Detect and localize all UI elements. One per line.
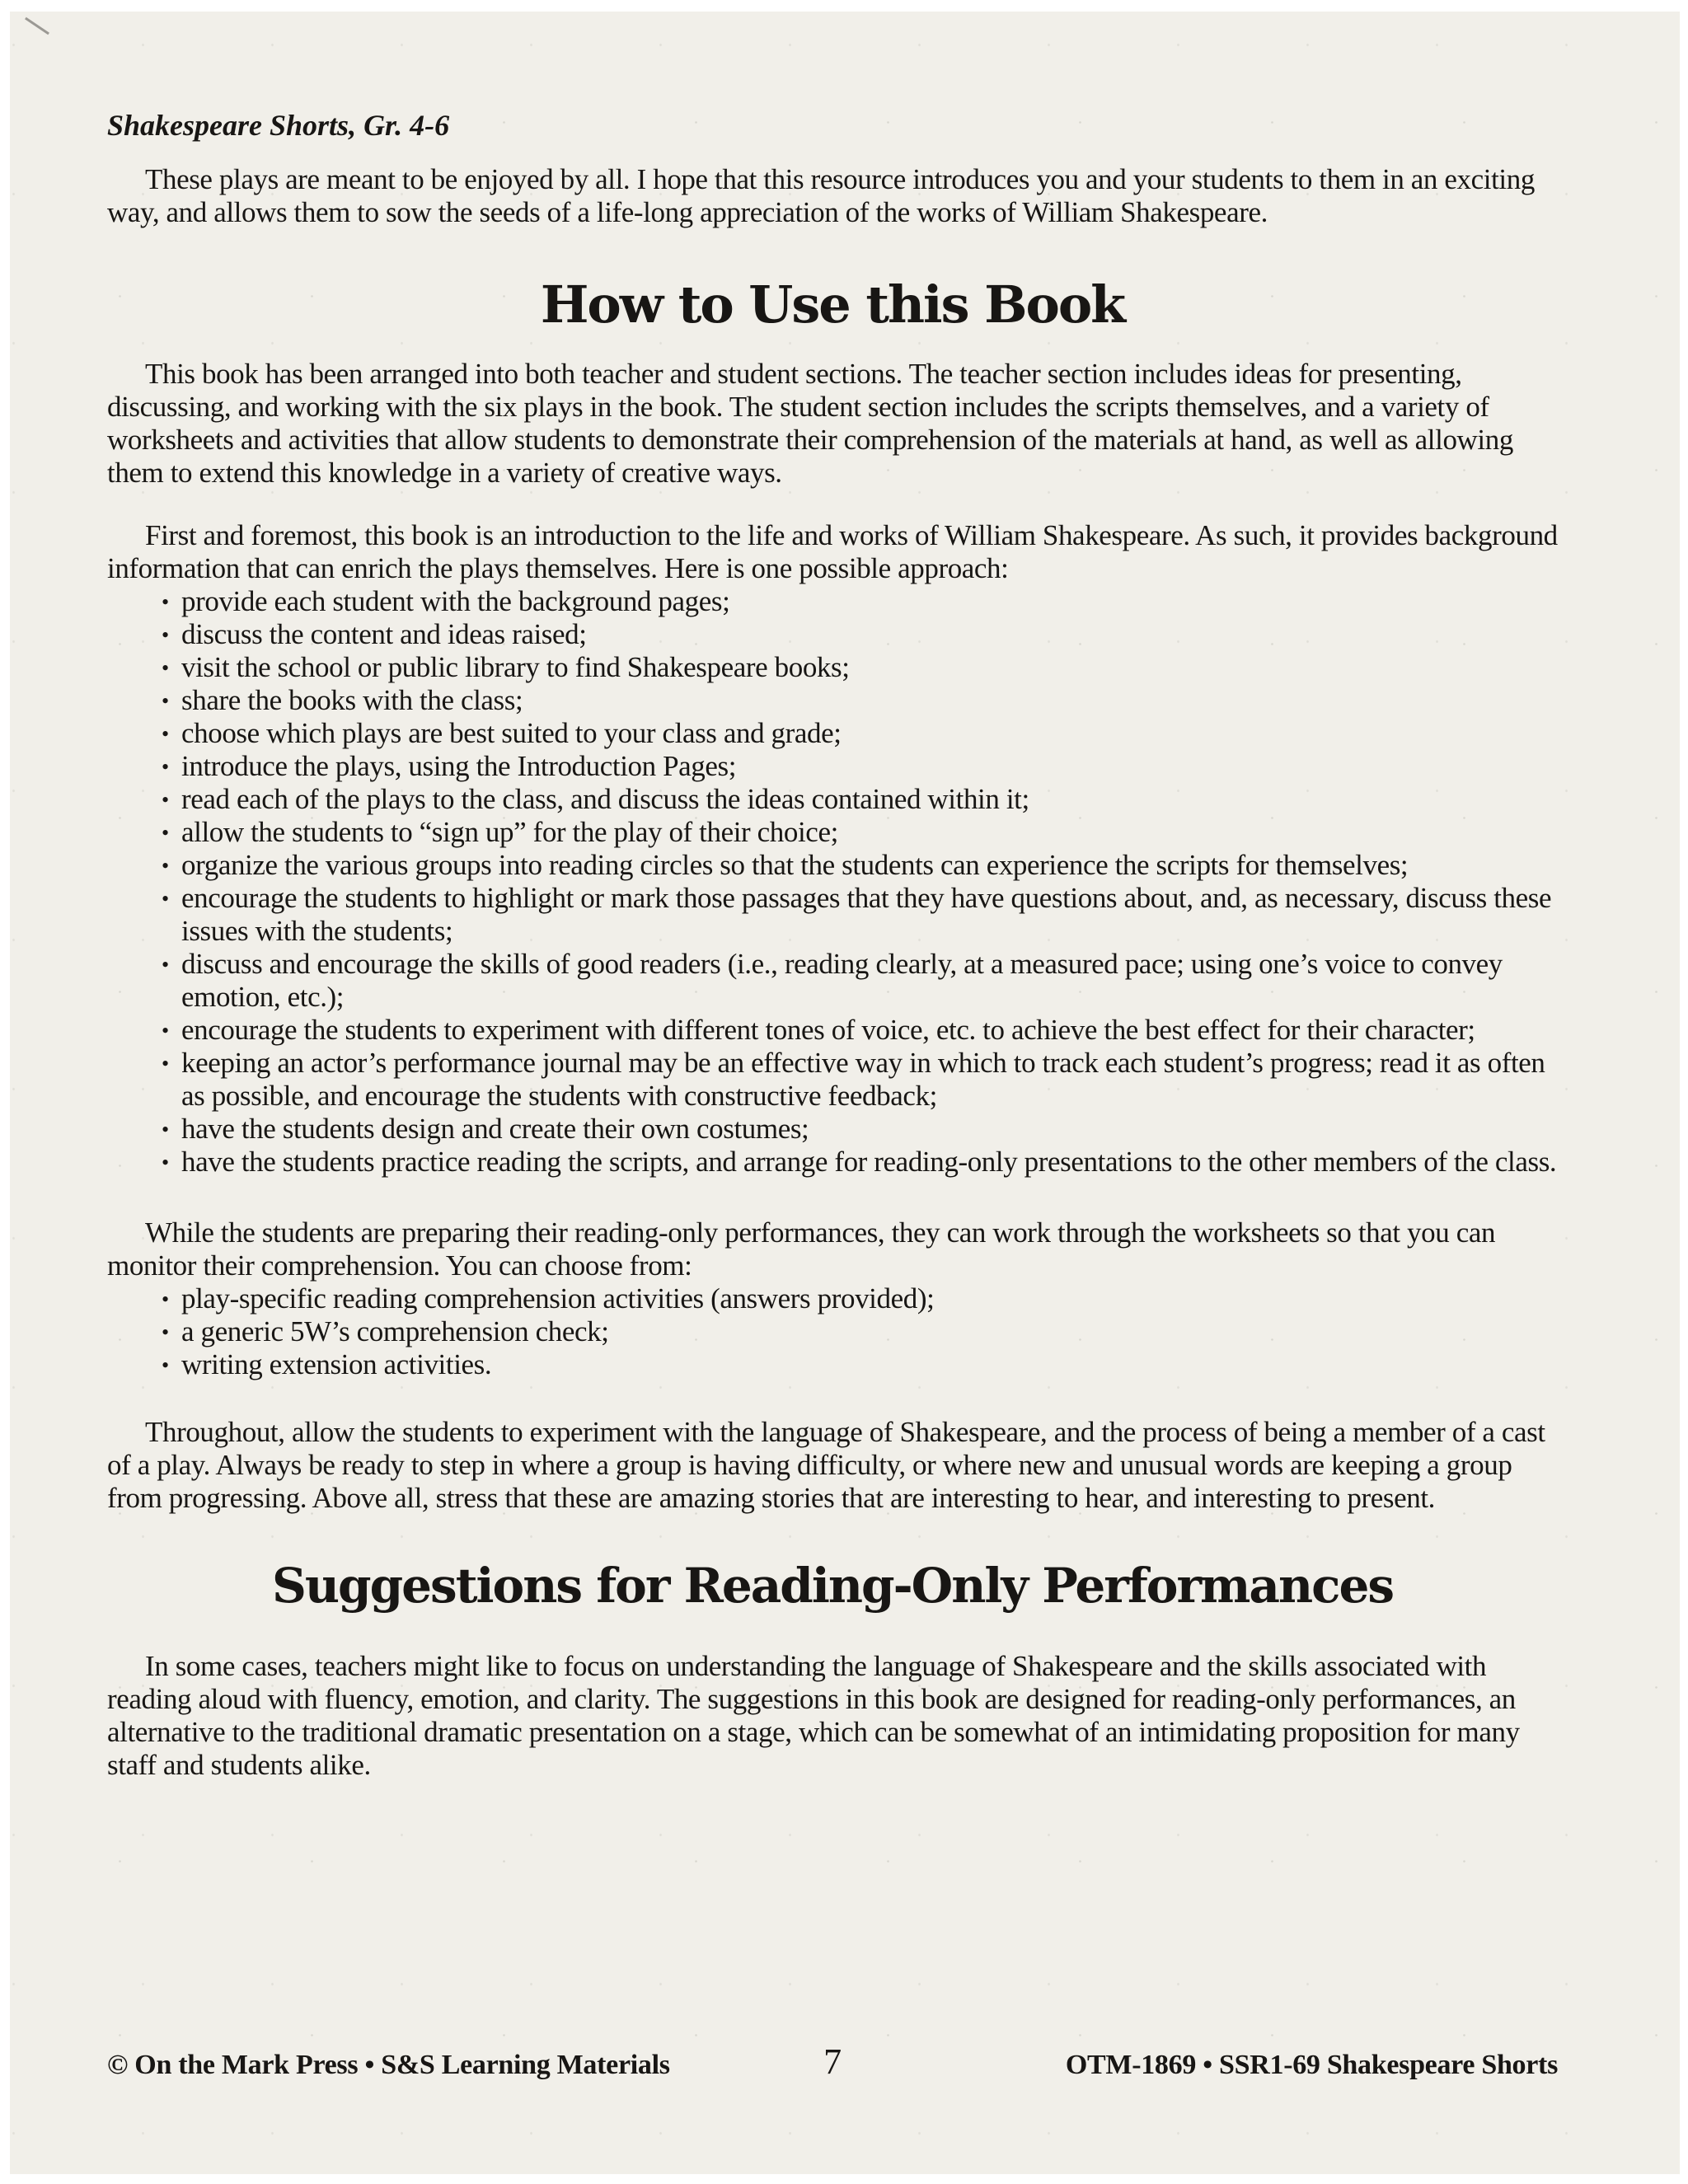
page-footer <box>107 2041 1558 2083</box>
list-item: • play-specific reading comprehension activities (answers provided); <box>181 1282 1558 1315</box>
list-item: • allow the students to “sign up” for the play of their choice; <box>181 816 1558 849</box>
section-title-how-to-use: How to Use this Book <box>540 274 1125 335</box>
list-item: • provide each student with the background pages; <box>181 585 1558 618</box>
list-item: • read each of the plays to the class, and discuss the ideas contained within it; <box>181 783 1558 816</box>
list-item: • visit the school or public library to find Shakespeare books; <box>181 651 1558 684</box>
list-item: • writing extension activities. <box>181 1348 1558 1381</box>
page-content <box>10 12 1680 1782</box>
page-number: 7 <box>823 2041 842 2082</box>
running-header: Shakespeare Shorts, Gr. 4-6 <box>107 109 450 142</box>
list-item: • keeping an actor’s performance journal may be an effective way in which to track each student’s progress; read it as often as possible, and encourage the students with constructive feedback; <box>181 1047 1558 1113</box>
intro-paragraph: These plays are meant to be enjoyed by all. I hope that this resource introduces you and your students to them in an exciting way, and allows them to sow the seeds of a life-long appreciation of the works of William Shakespeare. <box>107 163 1535 228</box>
list-item: • discuss and encourage the skills of good readers (i.e., reading clearly, at a measured pace; using one’s voice to convey emotion, etc.); <box>181 948 1558 1014</box>
list-item: • share the books with the class; <box>181 684 1558 717</box>
list-item: • have the students design and create their own costumes; <box>181 1113 1558 1146</box>
section-title-suggestions: Suggestions for Reading-Only Performances <box>271 1558 1393 1614</box>
list-item: • have the students practice reading the scripts, and arrange for reading-only presentations to the other members of the class. <box>181 1146 1558 1179</box>
footer-publisher: © On the Mark Press • S&S Learning Materials <box>107 2050 670 2080</box>
list-item: • organize the various groups into reading circles so that the students can experience the scripts for themselves; <box>181 849 1558 882</box>
paper-background <box>10 12 1680 2174</box>
list-item: • choose which plays are best suited to your class and grade; <box>181 717 1558 750</box>
worksheet-options-list <box>107 1282 1558 1381</box>
how-to-use-paragraph-4: Throughout, allow the students to experiment with the language of Shakespeare, and the process of being a member of a cast of a play. Always be ready to step in where a group is having difficulty, or where new and unusual words are keeping a group from progressing. Above all, stress that these are amazing stories that are interesting to hear, and interesting to present. <box>107 1416 1545 1514</box>
list-item: • introduce the plays, using the Introduction Pages; <box>181 750 1558 783</box>
list-item: • discuss the content and ideas raised; <box>181 618 1558 651</box>
list-item: • a generic 5W’s comprehension check; <box>181 1315 1558 1348</box>
how-to-use-paragraph-1: This book has been arranged into both teacher and student sections. The teacher section includes ideas for presenting, discussing, and working with the six plays in the book. The student section includes the scripts themselves, and a variety of worksheets and activities that allow students to demonstrate their comprehension of the materials at hand, as well as allowing them to extend this knowledge in a variety of creative ways. <box>107 358 1513 489</box>
footer-product-code: OTM-1869 • SSR1-69 Shakespeare Shorts <box>1065 2050 1559 2080</box>
list-item: • encourage the students to experiment with different tones of voice, etc. to achieve the best effect for their character; <box>181 1014 1558 1047</box>
approach-steps-list <box>107 585 1558 1179</box>
list-item: • encourage the students to highlight or mark those passages that they have questions about, and, as necessary, discuss these issues with the students; <box>181 882 1558 948</box>
how-to-use-paragraph-3: While the students are preparing their reading-only performances, they can work through the worksheets so that you can monitor their comprehension. You can choose from: <box>107 1216 1496 1282</box>
how-to-use-paragraph-2: First and foremost, this book is an introduction to the life and works of William Shakespeare. As such, it provides background information that can enrich the plays themselves. Here is one possible approach: <box>107 519 1558 584</box>
suggestions-paragraph-1: In some cases, teachers might like to focus on understanding the language of Shakespeare and the skills associated with reading aloud with fluency, emotion, and clarity. The suggestions in this book are designed for reading-only performances, an alternative to the traditional dramatic presentation on a stage, which can be somewhat of an intimidating proposition for many staff and students alike. <box>107 1650 1520 1781</box>
